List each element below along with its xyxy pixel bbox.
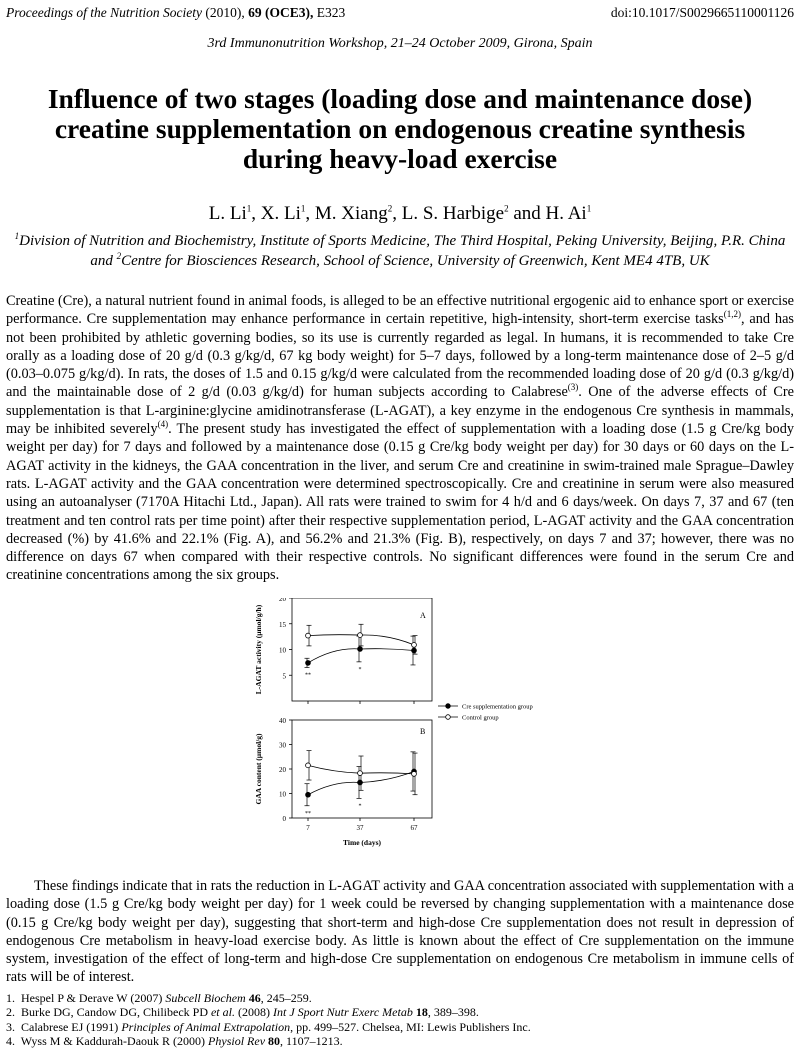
data-point	[306, 660, 311, 665]
journal-citation	[6, 5, 345, 21]
x-tick-label: 7	[306, 824, 310, 832]
y-tick-label: 0	[282, 815, 286, 823]
y-tick-label: 20	[279, 766, 286, 774]
author-affil-sup: 2	[387, 203, 393, 214]
author-affil-sup: 1	[586, 203, 592, 214]
ref-volume: 80	[268, 1034, 281, 1049]
author: L. Li	[208, 203, 247, 224]
conclusion-paragraph: These findings indicate that in rats the reduction in L-AGAT activity and GAA concentration associated with supplementation with a loading dose (1.5 g Cre/kg body weight per day) for 1 week could be reversed by changing supplementation with a maintenance dose (0.15 g Cre/kg body weight per day), suggesting that short-term and high-dose Cre supplementation does not result in depression of endogenous Cre metabolism in heavy-load exercise body. As little is known about the effect of Cre supplementation on the immune system, investigation of the effect of long-term and high-dose Cre supplementation on endogenous Cre metabolism in immune cells of rats will be of interest.	[6, 878, 794, 986]
y-tick-label: 10	[279, 646, 286, 655]
ref-etal: et al.	[210, 1005, 235, 1020]
reference-item	[6, 1005, 794, 1019]
affiliation-1: Division of Nutrition and Biochemistry, Institute of Sports Medicine, The Third Hospital, Peking University, Beijing, P.R. China and	[19, 233, 786, 269]
legend-label: Cre supplementation group	[462, 703, 533, 711]
ref-pages: , 1107–1213.	[280, 1034, 343, 1049]
journal-volume: 69	[248, 5, 262, 20]
data-point	[358, 647, 363, 652]
citation-sup: (3)	[567, 382, 579, 393]
y-axis-label: L-AGAT activity (µmol/g/h)	[254, 604, 263, 695]
reference-item	[6, 1020, 794, 1034]
ref-journal: Int J Sport Nutr Exerc Metab	[272, 1005, 413, 1020]
x-tick-label: 67	[410, 824, 418, 832]
panel-b	[254, 717, 432, 847]
figure	[245, 598, 560, 853]
y-tick-label: 15	[279, 620, 286, 629]
legend-marker	[446, 715, 451, 720]
ref-number: 2.	[6, 1005, 15, 1020]
data-point	[306, 763, 311, 768]
abstract-text: . The present study has investigated the effect of supplementation with a loading dose (1.5 g Cre/kg body weight per day) for 7 days and followed by a maintenance dose (0.15 g Cre/kg body weight per day) for 30 days or 60 days on the L-AGAT activity in the kidneys, the GAA concentration in the liver, and serum Cre and creatinine in swim-trained male Sprague–Dawley rats. L-AGAT activity and the GAA concentration were determined spectroscopically. Cre and creatinine in serum were also measured using an autoanalyser (7170A Hitachi Ltd., Japan). All rats were trained to swim for 4 h/d and 6 days/week. On days 7, 37 and 67 (ten treatment and ten control rats per time point) after their respective supplementation period, L-AGAT activity and the GAA concentration decreased (%) by 41.6% and 22.1% (Fig. A), and 56.2% and 21.3% (Fig. B), respectively, on days 7 and 37; however, there was no difference on days 67 when compared with their respective controls. No significant differences were found in the serum Cre and creatinine concentrations among the six groups.	[6, 421, 794, 584]
ref-number: 1.	[6, 991, 15, 1005]
ref-authors: Wyss M & Kaddurah-Daouk R (2000)	[20, 1034, 206, 1049]
panel-label: B	[420, 727, 426, 736]
abstract-paragraph	[6, 292, 794, 585]
legend	[438, 704, 533, 722]
author-affil-sup: 1	[246, 203, 252, 214]
ref-number: 3.	[6, 1019, 15, 1034]
legend-label: Control group	[462, 714, 499, 722]
y-tick-label: 5	[282, 672, 286, 681]
author: H. Ai	[545, 203, 587, 224]
citation-sup: (1,2)	[723, 309, 741, 320]
affiliations	[10, 231, 790, 271]
author-list: L. Li$^1$, X. Li$^1$, M. Xiang$^2$, L. S. Harbige$^2$ and H. Ai$^1$	[208, 203, 592, 224]
workshop-line: 3rd Immunonutrition Workshop, 21–24 October 2009, Girona, Spain	[207, 36, 593, 51]
figure-svg	[245, 598, 560, 853]
ref-number: 4.	[6, 1034, 15, 1049]
y-tick-label: 10	[279, 790, 286, 799]
reference-item	[6, 991, 794, 1005]
plot-frame	[292, 720, 432, 818]
reference-item	[6, 1034, 794, 1048]
x-tick-label: 37	[356, 824, 364, 832]
ref-authors: Burke DG, Candow DG, Chilibeck PD	[21, 1005, 208, 1020]
abstract-text: Creatine (Cre), a natural nutrient found in animal foods, is alleged to be an effective nutritional ergogenic aid to enhance sport or exercise performance. Cre supplementation may enhance performance in certain repetitive, high-intensity, short-term exercise tasks	[6, 293, 794, 328]
legend-marker	[446, 704, 451, 709]
panel-label: A	[420, 611, 426, 620]
abstract-text: . One of the adverse effects of Cre supplementation is that L-arginine:glycine amidinotransferase (L-AGAT), a key enzyme in the endogenous Cre synthesis in mammals, may be inhibited severely	[6, 384, 794, 438]
author-affil-sup: 2	[504, 203, 509, 214]
affil-sup: 2	[116, 251, 122, 261]
y-tick-label: 40	[279, 717, 286, 725]
ref-journal: Principles of Animal Extrapolation	[121, 1019, 291, 1034]
data-point	[306, 792, 311, 797]
significance-label: **	[305, 810, 311, 817]
doi: doi:10.1017/S0029665110001126	[610, 5, 794, 20]
significance-label: *	[358, 803, 362, 810]
panel-a	[254, 598, 432, 704]
y-axis-label: GAA content (µmol/g)	[254, 733, 263, 805]
author: M. Xiang	[314, 203, 388, 224]
affiliation-2: Centre for Biosciences Research, School of Science, University of Greenwich, Kent ME4 4TB, UK	[121, 253, 710, 269]
significance-label: **	[305, 672, 311, 679]
abstract-text: , and has not been prohibited by athletic governing bodies, so its use is currently regarded as legal. In humans, it is recommended to take Cre orally as a loading dose of 20 g/d (0.3 g/kg/d, 67 kg body weight) for 5–7 days, followed by a long-term maintenance dose of 2–5 g/d (0.03–0.075 g/kg/d). In rats, the doses of 1.5 and 0.15 g/kg/d were calculated from the recommended loading dose of 20 g/d (0.3 g/kg/d) and the maintainable dose of 2 g/d (0.03 g/kg/d) for human subjects according to Calabrese	[6, 311, 794, 401]
author: L. S. Harbige	[401, 203, 505, 224]
data-point	[358, 771, 363, 776]
y-tick-label: 30	[279, 741, 286, 750]
journal-name: Proceedings of the Nutrition Society	[6, 5, 202, 20]
author-conjunction: and	[513, 203, 541, 224]
affil-sup: 1	[14, 231, 20, 241]
data-point	[358, 633, 363, 638]
data-point	[412, 772, 417, 777]
paper-title: Influence of two stages (loading dose and maintenance dose) creatine supplementation on endogenous creatine synthesis during heavy-load exercise	[47, 83, 753, 174]
reference-list	[6, 991, 794, 1049]
ref-year: (2008)	[234, 1005, 270, 1020]
citation-sup: (4)	[157, 419, 169, 430]
ref-journal: Physiol Rev	[208, 1034, 266, 1049]
ref-journal: Subcell Biochem	[165, 991, 246, 1005]
data-point	[412, 648, 417, 653]
author-affil-sup: 1	[300, 203, 306, 214]
ref-authors: Calabrese EJ (1991)	[21, 1019, 119, 1034]
data-point	[412, 642, 417, 647]
data-point	[358, 780, 363, 785]
ref-pages: , 389–398.	[427, 1005, 479, 1020]
ref-pages: , pp. 499–527. Chelsea, MI: Lewis Publishers Inc.	[290, 1019, 531, 1034]
ref-volume: 18	[415, 1005, 428, 1020]
y-tick-label: 20	[279, 598, 286, 603]
significance-label: *	[358, 666, 362, 673]
ref-authors: Hespel P & Derave W (2007)	[21, 991, 163, 1005]
author: X. Li	[260, 203, 301, 224]
x-axis-label: Time (days)	[343, 838, 381, 847]
journal-year: (2010),	[205, 5, 245, 20]
journal-issue: (OCE3),	[264, 5, 314, 20]
ref-volume: 46	[248, 991, 261, 1005]
journal-page: E323	[316, 5, 346, 20]
ref-pages: , 245–259.	[260, 991, 312, 1005]
data-point	[306, 633, 311, 638]
